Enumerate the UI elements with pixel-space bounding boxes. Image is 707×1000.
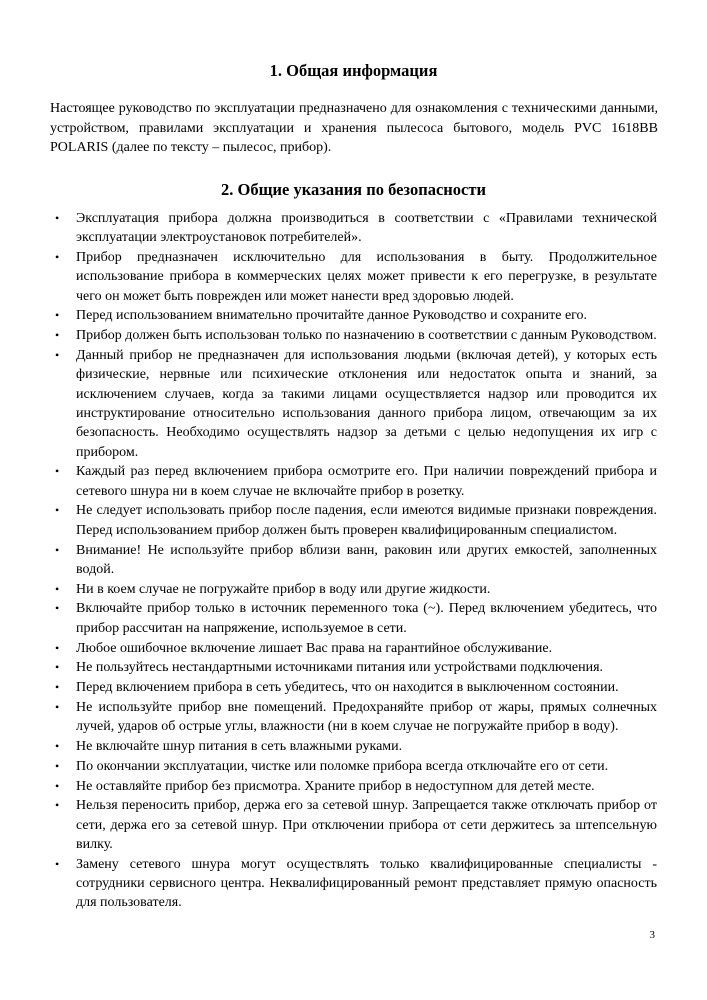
bullet-icon: •	[55, 503, 60, 518]
section-1-paragraph: Настоящее руководство по эксплуатации предназначено для ознакомления с техническими данными, устройством, правилами эксплуатации и хранения пылесоса бытового, модель PVC 1618BB POLARIS (далее по тексту – пылесос, прибор).	[50, 101, 658, 156]
bullet-icon: •	[55, 856, 60, 871]
list-item-text: Прибор должен быть использован только по назначению в соответствии с данным Руководством.	[76, 328, 657, 344]
safety-list	[0, 209, 707, 913]
list-item	[55, 796, 657, 854]
list-item	[55, 757, 657, 776]
bullet-icon: •	[55, 250, 60, 265]
bullet-icon: •	[55, 348, 60, 363]
list-item-text: Не включайте шнур питания в сеть влажными руками.	[76, 739, 403, 755]
list-item	[55, 541, 657, 580]
list-item-text: Перед использованием внимательно прочитайте данное Руководство и сохраните его.	[76, 308, 588, 324]
list-item	[55, 855, 657, 913]
list-item	[55, 346, 657, 462]
bullet-icon: •	[55, 308, 60, 323]
list-item-text: Ни в коем случае не погружайте прибор в воду или другие жидкости.	[76, 581, 491, 597]
list-item-text: По окончании эксплуатации, чистке или поломке прибора всегда отключайте его от сети.	[76, 758, 609, 774]
list-item	[55, 326, 657, 345]
bullet-icon: •	[55, 778, 60, 793]
list-item-text: Каждый раз перед включением прибора осмотрите его. При наличии повреждений прибора и сетевого шнура ни в коем случае не включайте прибор в розетку.	[76, 464, 657, 499]
section-1-title: 1. Общая информация	[269, 61, 438, 80]
bullet-icon: •	[55, 211, 60, 225]
list-item-text: Включайте прибор только в источник переменного тока (~). Перед включением убедитесь, что прибор рассчитан на напряжение, используемое в сети.	[76, 601, 657, 636]
list-item	[55, 306, 657, 325]
list-item-text: Не используйте прибор вне помещений. Предохраняйте прибор от жары, прямых солнечных лучей, ударов об острые углы, влажности (ни в коем случае не погружайте прибор в воду).	[76, 699, 657, 735]
list-item	[55, 580, 657, 599]
bullet-icon: •	[55, 739, 60, 754]
page-number: 3	[649, 929, 655, 941]
list-item-text: Любое ошибочное включение лишает Вас права на гарантийное обслуживание.	[76, 640, 553, 656]
list-item	[55, 737, 657, 756]
bullet-icon: •	[55, 798, 60, 813]
list-item	[55, 678, 657, 697]
list-item	[55, 639, 657, 658]
list-item-text: Нельзя переносить прибор, держа его за сетевой шнур. Запрещается также отключать прибор от сети, держа его за сетевой шнур. При отключении прибора от сети держитесь за штепсельную вилку.	[76, 798, 657, 852]
bullet-icon: •	[55, 464, 60, 479]
bullet-icon: •	[55, 680, 60, 695]
list-item-text: Внимание! Не используйте прибор вблизи ванн, раковин или других емкостей, заполненных водой.	[76, 542, 657, 577]
list-item	[55, 777, 657, 796]
bullet-icon: •	[55, 758, 60, 773]
section-2-title: 2. Общие указания по безопасности	[221, 180, 486, 199]
bullet-icon: •	[55, 699, 60, 714]
list-item	[55, 599, 657, 638]
bullet-icon: •	[55, 542, 60, 557]
list-item	[55, 698, 657, 737]
list-item-text: Не следует использовать прибор после падения, если имеются видимые признаки повреждения. Перед использованием прибор должен быть проверен квалифицированным специалистом.	[76, 503, 657, 538]
list-item-text: Эксплуатация прибора должна производиться в соответствии с «Правилами технической эксплуатации электроустановок потребителей».	[76, 211, 657, 246]
bullet-icon: •	[55, 601, 60, 616]
list-item-text: Данный прибор не предназначен для использования людьми (включая детей), у которых есть физические, нервные или психические отклонения или недостаток опыта и знаний, за исключением случаев, когда за такими лицами осуществляется надзор или проводится их инструктирование относительно использования данного прибора лицом, отвечающим за их безопасность. Необходимо осуществлять надзор за детьми с целью недопущения их игр с прибором.	[76, 348, 657, 460]
list-item-text: Прибор предназначен исключительно для использования в быту. Продолжительное использование прибора в коммерческих целях может привести к его перегрузке, в результате чего он может быть поврежден или может нанести вред здоровью людей.	[76, 250, 657, 304]
list-item	[55, 209, 657, 248]
list-item	[55, 501, 657, 540]
list-item	[55, 248, 657, 306]
list-item-text: Перед включением прибора в сеть убедитесь, что он находится в выключенном состоянии.	[76, 680, 619, 696]
list-item-text: Не оставляйте прибор без присмотра. Храните прибор в недоступном для детей месте.	[76, 778, 595, 794]
bullet-icon: •	[55, 581, 60, 596]
list-item-text: Не пользуйтесь нестандартными источниками питания или устройствами подключения.	[76, 660, 604, 676]
bullet-icon: •	[55, 640, 60, 655]
list-item	[55, 462, 657, 501]
bullet-icon: •	[55, 660, 60, 675]
list-item	[55, 658, 657, 677]
bullet-icon: •	[55, 328, 60, 343]
list-item-text: Замену сетевого шнура могут осуществлять только квалифицированные специалисты - сотрудники сервисного центра. Неквалифицированный ремонт представляет прямую опасность для пользователя.	[76, 856, 657, 911]
